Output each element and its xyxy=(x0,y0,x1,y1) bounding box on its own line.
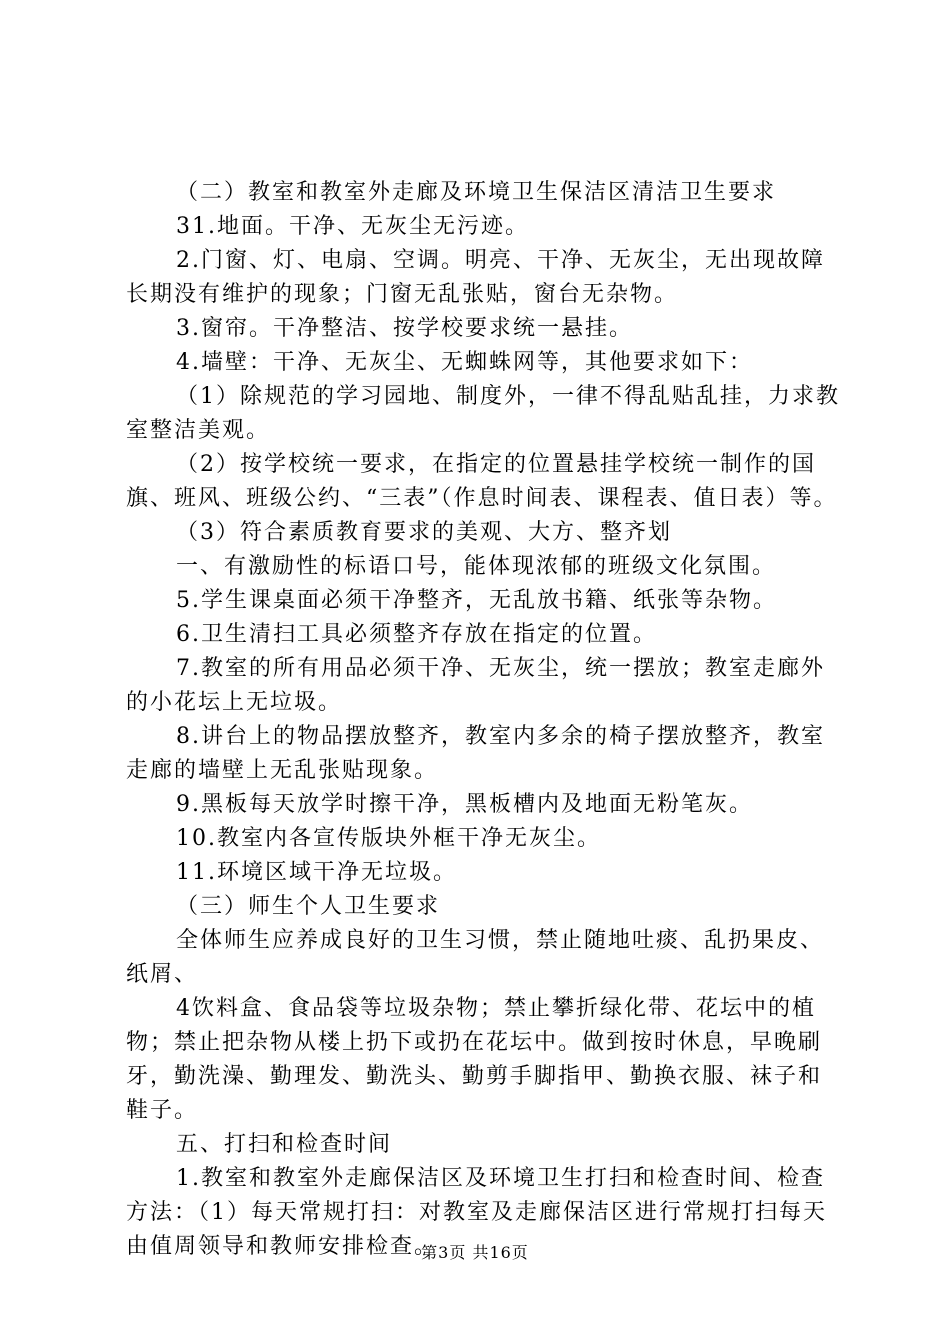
paragraph-walls-item-3: （3）符合素质教育要求的美观、大方、整齐划 xyxy=(176,520,672,545)
section-heading-classroom: （二）教室和教室外走廊及环境卫生保洁区清洁卫生要求 xyxy=(176,180,777,205)
document-body xyxy=(126,176,842,1264)
section-heading-personal-hygiene: （三）师生个人卫生要求 xyxy=(176,894,441,919)
paragraph-walls-item-1: （1）除规范的学习园地、制度外，一律不得乱贴乱挂，力求教室整洁美观。 xyxy=(126,384,840,443)
paragraph-walls-item-2: （2）按学校统一要求，在指定的位置悬挂学校统一制作的国旗、班风、班级公约、“三表”（作息时间表、课程表、值日表）等。 xyxy=(126,452,838,511)
paragraph-schedule-1: 1.教室和教室外走廊保洁区及环境卫生打扫和检查时间、检查方法：（1）每天常规打扫：对教室及走廊保洁区进行常规打扫每天由值周领导和教师安排检查。 xyxy=(126,1166,827,1259)
paragraph-boards: 10.教室内各宣传版块外框干净无灰尘。 xyxy=(176,826,601,851)
section-heading-schedule: 五、打扫和检查时间 xyxy=(176,1132,393,1157)
paragraph-desks: 5.学生课桌面必须干净整齐，无乱放书籍、纸张等杂物。 xyxy=(176,588,777,613)
paragraph-floor: 31.地面。干净、无灰尘无污迹。 xyxy=(176,214,529,239)
paragraph-curtains: 3.窗帘。干净整洁、按学校要求统一悬挂。 xyxy=(176,316,633,341)
paragraph-podium: 8.讲台上的物品摆放整齐，教室内多余的椅子摆放整齐，教室走廊的墙壁上无乱张贴现象。 xyxy=(126,724,825,783)
page-footer: 第3页 共16页 xyxy=(421,1243,529,1262)
paragraph-cleaning-tools: 6.卫生清扫工具必须整齐存放在指定的位置。 xyxy=(176,622,657,647)
paragraph-classroom-items: 7.教室的所有用品必须干净、无灰尘，统一摆放；教室走廊外的小花坛上无垃圾。 xyxy=(126,656,825,715)
paragraph-blackboard: 9.黑板每天放学时擦干净，黑板槽内及地面无粉笔灰。 xyxy=(176,792,753,817)
paragraph-environment: 11.环境区域干净无垃圾。 xyxy=(176,860,457,885)
paragraph-hygiene-rules: 4饮料盒、食品袋等垃圾杂物；禁止攀折绿化带、花坛中的植物；禁止把杂物从楼上扔下或扔在花坛中。做到按时休息，早晚刷牙，勤洗澡、勤理发、勤洗头、勤剪手脚指甲、勤换衣服、袜子和鞋子。 xyxy=(126,996,823,1123)
paragraph-walls: 4.墙壁：干净、无灰尘、无蜘蛛网等，其他要求如下： xyxy=(176,350,753,375)
paragraph-doors-windows: 2.门窗、灯、电扇、空调。明亮、干净、无灰尘，无出现故障长期没有维护的现象；门窗无乱张贴，窗台无杂物。 xyxy=(126,248,825,307)
paragraph-slogans: 一、有激励性的标语口号，能体现浓郁的班级文化氛围。 xyxy=(176,554,777,579)
paragraph-hygiene-habits: 全体师生应养成良好的卫生习惯，禁止随地吐痰、乱扔果皮、纸屑、 xyxy=(126,928,825,987)
